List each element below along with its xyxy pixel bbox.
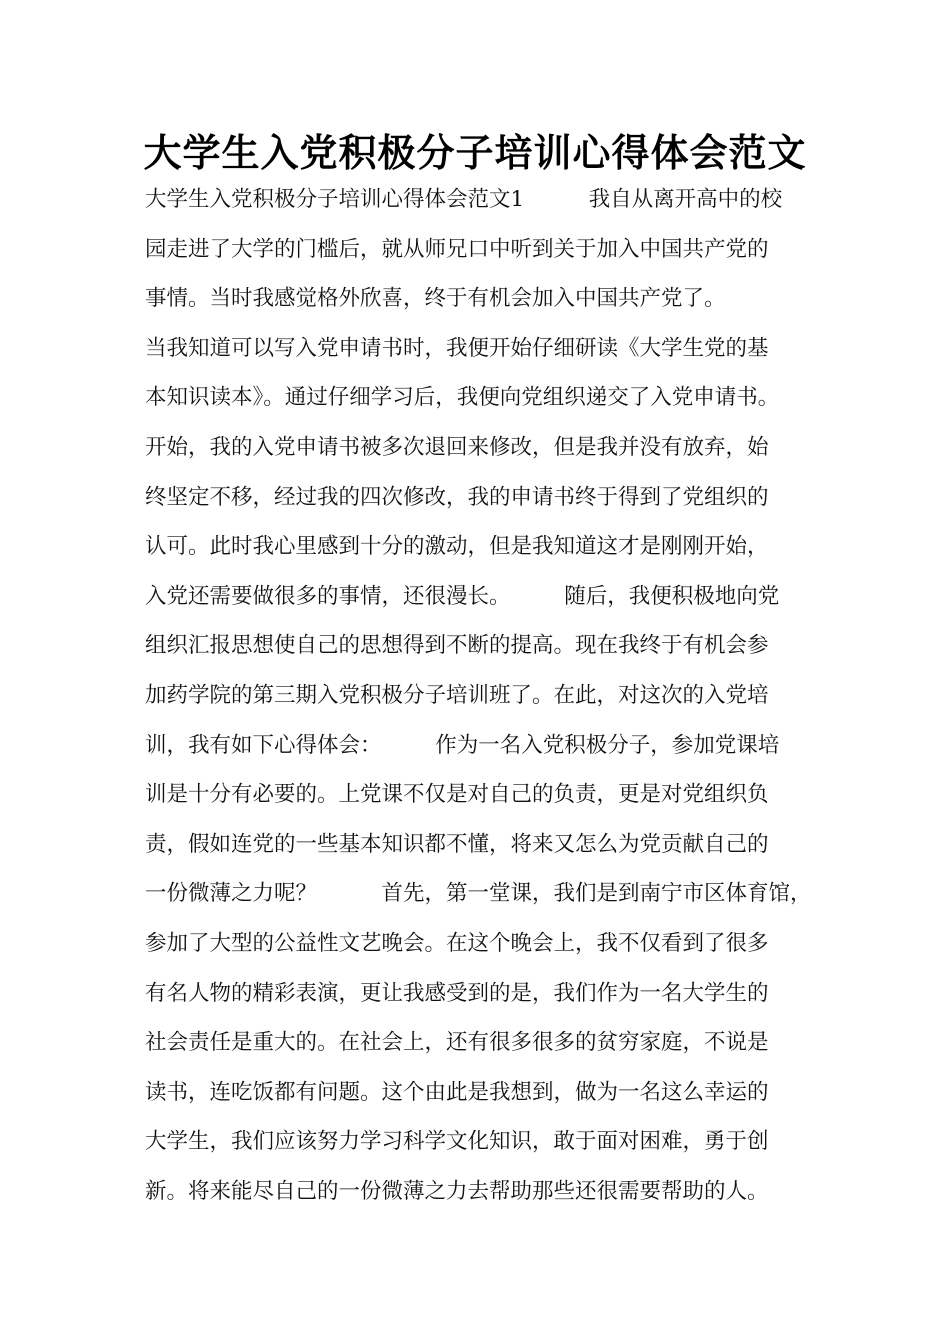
text-line: 本知识读本》。通过仔细学习后，我便向党组织递交了入党申请书。 <box>145 385 780 411</box>
text-line: 组织汇报思想使自己的思想得到不断的提高。现在我终于有机会参 <box>145 633 769 659</box>
text-line: 大学生，我们应该努力学习科学文化知识，敢于面对困难，勇于创 <box>145 1129 769 1155</box>
text-line: 训是十分有必要的。上党课不仅是对自己的负责，更是对党组织负 <box>145 782 769 808</box>
text-line: 一份微薄之力呢？ 首先，第一堂课，我们是到南宁市区体育馆， <box>145 881 812 907</box>
text-line: 读书，连吃饭都有问题。这个由此是我想到，做为一名这么幸运的 <box>145 1079 769 1105</box>
text-line: 终坚定不移，经过我的四次修改，我的申请书终于得到了党组织的 <box>145 484 769 510</box>
text-line: 训，我有如下心得体会： 作为一名入党积极分子，参加党课培 <box>145 732 780 758</box>
text-line: 参加了大型的公益性文艺晚会。在这个晚会上，我不仅看到了很多 <box>145 930 769 956</box>
text-line: 加药学院的第三期入党积极分子培训班了。在此，对这次的入党培 <box>145 682 769 708</box>
text-line: 社会责任是重大的。在社会上，还有很多很多的贫穷家庭，不说是 <box>145 1030 769 1056</box>
text-line: 当我知道可以写入党申请书时，我便开始仔细研读《大学生党的基 <box>145 335 769 361</box>
text-line: 新。将来能尽自己的一份微薄之力去帮助那些还很需要帮助的人。 <box>145 1178 769 1204</box>
text-line: 大学生入党积极分子培训心得体会范文1 我自从离开高中的校 <box>145 187 783 212</box>
text-line: 事情。当时我感觉格外欣喜，终于有机会加入中国共产党了。 <box>145 286 726 312</box>
text-line: 有名人物的精彩表演，更让我感受到的是，我们作为一名大学生的 <box>145 980 769 1006</box>
text-line: 开始，我的入党申请书被多次退回来修改，但是我并没有放弃，始 <box>145 434 769 460</box>
text-line: 园走进了大学的门槛后，就从师兄口中听到关于加入中国共产党的 <box>145 236 769 262</box>
body-text <box>145 175 825 1216</box>
text-line: 入党还需要做很多的事情，还很漫长。 随后，我便积极地向党 <box>145 583 780 609</box>
page-title: 大学生入党积极分子培训心得体会范文 <box>143 131 807 175</box>
text-line: 责，假如连党的一些基本知识都不懂，将来又怎么为党贡献自己的 <box>145 831 769 857</box>
text-line: 认可。此时我心里感到十分的激动，但是我知道这才是刚刚开始， <box>145 534 769 560</box>
